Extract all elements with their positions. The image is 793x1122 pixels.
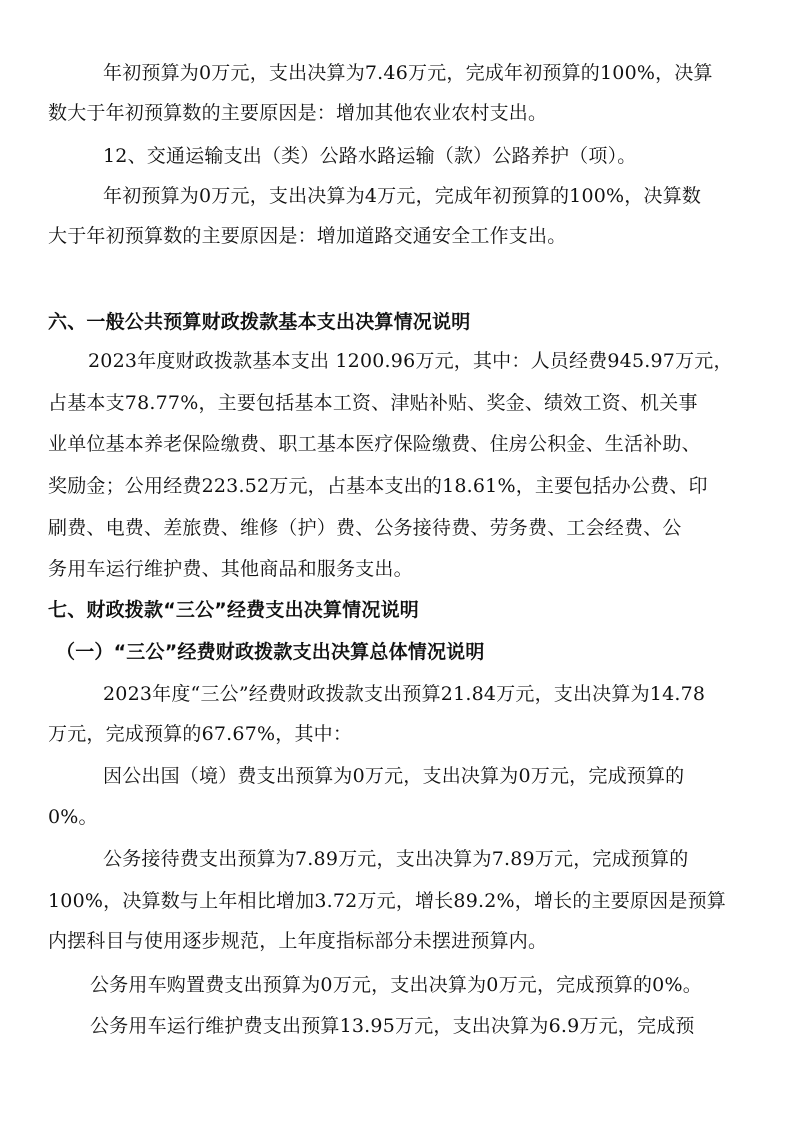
section-heading: 六、一般公共预算财政拨款基本支出决算情况说明 [48, 311, 471, 333]
paragraph-line: 务用车运行维护费、其他商品和服务支出。 [48, 558, 413, 580]
paragraph-line: 公务接待费支出预算为7.89万元，支出决算为7.89万元，完成预算的 [103, 848, 689, 870]
paragraph-line: 公务用车运行维护费支出预算13.95万元，支出决算为6.9万元，完成预 [90, 1015, 695, 1037]
paragraph-line: 万元，完成预算的67.67%，其中： [48, 723, 353, 745]
paragraph-line: 2023年度“三公”经费财政拨款支出预算21.84万元，支出决算为14.78 [103, 683, 706, 705]
paragraph-line: 公务用车购置费支出预算为0万元，支出决算为0万元，完成预算的0%。 [90, 974, 702, 996]
paragraph-line: 年初预算为0万元，支出决算为4万元，完成年初预算的100%，决算数 [103, 185, 702, 207]
section-line: 12、交通运输支出（类）公路水路运输（款）公路养护（项）。 [103, 145, 637, 167]
paragraph-line: 0%。 [48, 806, 98, 828]
paragraph-line: 占基本支78.77%，主要包括基本工资、津贴补贴、奖金、绩效工资、机关事 [48, 392, 698, 414]
paragraph-line: 2023年度财政拨款基本支出 1200.96万元，其中：人员经费945.97万元， [88, 350, 733, 372]
paragraph-line: 大于年初预算数的主要原因是：增加道路交通安全工作支出。 [48, 225, 567, 247]
paragraph-line: 业单位基本养老保险缴费、职工基本医疗保险缴费、住房公积金、生活补助、 [48, 433, 701, 455]
section-heading: 七、财政拨款“三公”经费支出决算情况说明 [48, 599, 419, 621]
paragraph-line: 数大于年初预算数的主要原因是：增加其他农业农村支出。 [48, 102, 548, 124]
paragraph-line: 100%，决算数与上年相比增加3.72万元，增长89.2%，增长的主要原因是预算 [48, 890, 726, 912]
paragraph-line: 刷费、电费、差旅费、维修（护）费、公务接待费、劳务费、工会经费、公 [48, 517, 682, 539]
subsection-heading: （一）“三公”经费财政拨款支出决算总体情况说明 [56, 641, 485, 663]
paragraph-line: 内摆科目与使用逐步规范，上年度指标部分未摆进预算内。 [48, 930, 548, 952]
paragraph-line: 年初预算为0万元，支出决算为7.46万元，完成年初预算的100%，决算 [103, 62, 713, 84]
paragraph-line: 奖励金；公用经费223.52万元，占基本支出的18.61%，主要包括办公费、印 [48, 475, 708, 497]
paragraph-line: 因公出国（境）费支出预算为0万元，支出决算为0万元，完成预算的 [103, 765, 685, 787]
